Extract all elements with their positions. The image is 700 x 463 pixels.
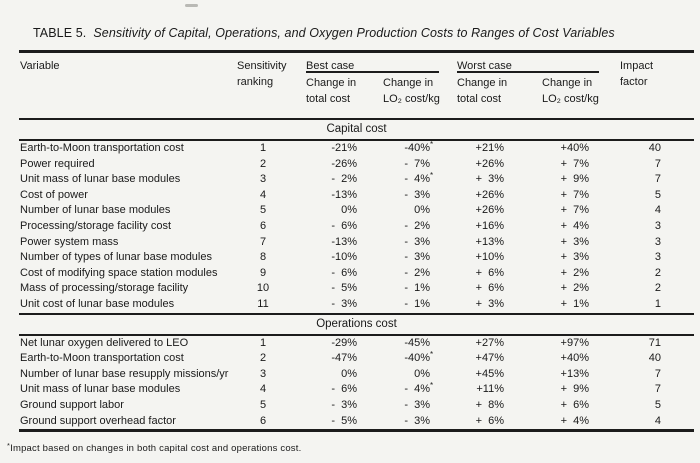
- table-row: [19, 141, 694, 157]
- table-row: [19, 219, 694, 235]
- worst-lo2-cost-cell: +13%: [560, 367, 589, 380]
- best-lo2-cost-cell: -40%*: [404, 350, 434, 365]
- best-lo2-cost-cell: - 1%: [404, 282, 430, 295]
- best-lo2-cost-cell: -40%*: [404, 140, 434, 154]
- col-header-impact-factor: [599, 58, 692, 107]
- worst-total-cost-cell: + 6%: [475, 282, 504, 295]
- worst-lo2-cost-cell: + 2%: [560, 266, 589, 279]
- col-header-impact-line1: Impact: [620, 60, 654, 72]
- sensitivity-ranking-cell: 3: [259, 367, 267, 380]
- table-row: [19, 235, 694, 251]
- worst-lo2-cost-cell: + 7%: [560, 188, 589, 201]
- impact-factor-cell: 2: [654, 282, 661, 295]
- impact-factor-cell: 2: [654, 266, 661, 279]
- worst-total-cost-cell: + 6%: [475, 266, 504, 279]
- footnote-marker: *: [7, 441, 11, 451]
- table-row: [19, 250, 694, 266]
- sensitivity-ranking-cell: 5: [259, 398, 267, 411]
- variable-cell: Unit cost of lunar base modules: [20, 297, 175, 310]
- sensitivity-ranking-cell: 7: [259, 235, 267, 248]
- sensitivity-ranking-cell: 6: [259, 414, 267, 427]
- worst-total-cost-cell: + 6%: [475, 414, 504, 427]
- sensitivity-ranking-cell: 2: [259, 157, 267, 170]
- table-row: [19, 172, 694, 188]
- sensitivity-ranking-cell: 2: [259, 352, 267, 365]
- worst-lo2-cost-cell: + 4%: [560, 414, 589, 427]
- worst-total-cost-cell: +16%: [475, 219, 504, 232]
- impact-factor-cell: 3: [654, 251, 661, 264]
- table-row: [19, 281, 694, 297]
- worst-lo2-cost-cell: +97%: [560, 336, 589, 349]
- worst-lo2-cost-cell: + 9%: [560, 173, 589, 186]
- col-header-variable: Variable: [20, 60, 60, 72]
- best-lo2-cost-cell: - 7%: [404, 157, 430, 170]
- variable-cell: Power system mass: [20, 235, 119, 248]
- capital-cost-rows: [19, 141, 694, 313]
- impact-factor-cell: 4: [654, 204, 661, 217]
- variable-cell: Number of types of lunar base modules: [20, 251, 212, 264]
- worst-lo2-cost-cell: + 7%: [560, 157, 589, 170]
- worst-total-cost-cell: +27%: [475, 336, 504, 349]
- best-total-cost-cell: -29%: [331, 336, 357, 349]
- best-lo2-cost-cell: - 2%: [404, 219, 430, 232]
- worst-lo2-cost-cell: + 6%: [560, 398, 589, 411]
- best-total-cost-cell: - 5%: [331, 414, 357, 427]
- best-total-cost-cell: 0%: [341, 367, 357, 380]
- table-row: [19, 382, 694, 398]
- col-header-sensitivity-line1: Sensitivity: [237, 60, 287, 72]
- table-footnote: [7, 441, 700, 454]
- best-lo2-cost-cell: -45%: [404, 336, 430, 349]
- col-header-best-change-total-cost: Change in total cost: [306, 77, 357, 105]
- best-lo2-cost-cell: - 2%: [404, 266, 430, 279]
- table-row: [19, 414, 694, 430]
- best-total-cost-cell: - 2%: [331, 173, 357, 186]
- variable-cell: Cost of modifying space station modules: [20, 266, 218, 279]
- worst-total-cost-cell: +13%: [475, 235, 504, 248]
- impact-factor-cell: 3: [654, 235, 661, 248]
- table-row: [19, 297, 694, 313]
- sensitivity-table: [19, 50, 694, 432]
- worst-lo2-cost-cell: +40%: [560, 142, 589, 154]
- best-total-cost-cell: -13%: [331, 188, 357, 201]
- best-lo2-cost-cell: - 3%: [404, 398, 430, 411]
- best-total-cost-cell: - 5%: [331, 282, 357, 295]
- variable-cell: Number of lunar base resupply missions/yr: [20, 367, 229, 380]
- best-lo2-cost-cell: - 3%: [404, 188, 430, 201]
- best-total-cost-cell: - 6%: [331, 266, 357, 279]
- worst-total-cost-cell: +10%: [475, 251, 504, 264]
- best-total-cost-cell: - 3%: [331, 297, 357, 310]
- best-lo2-cost-cell: - 4%*: [404, 381, 434, 396]
- best-total-cost-cell: -26%: [331, 157, 357, 170]
- worst-total-cost-cell: +21%: [475, 142, 504, 154]
- worst-lo2-cost-cell: + 4%: [560, 219, 589, 232]
- section-header-capital-cost: Capital cost: [326, 123, 387, 135]
- worst-lo2-cost-cell: + 2%: [560, 282, 589, 295]
- best-lo2-cost-cell: 0%: [414, 367, 430, 380]
- table-row: [19, 203, 694, 219]
- col-header-sensitivity-ranking: [237, 58, 289, 107]
- variable-cell: Unit mass of lunar base modules: [20, 173, 181, 186]
- sensitivity-ranking-cell: 1: [259, 142, 267, 154]
- impact-factor-cell: 71: [648, 336, 661, 349]
- variable-cell: Mass of processing/storage facility: [20, 282, 189, 295]
- variable-cell: Power required: [20, 157, 95, 170]
- scan-artifact: [185, 4, 198, 7]
- impact-factor-cell: 5: [654, 398, 661, 411]
- table-row: [19, 351, 694, 367]
- impact-factor-cell: 7: [654, 367, 661, 380]
- worst-lo2-cost-cell: +40%: [560, 352, 589, 365]
- variable-cell: Unit mass of lunar base modules: [20, 383, 181, 396]
- col-header-worst-change-lo2-cost: Change in LO₂ cost/kg: [542, 77, 599, 105]
- worst-total-cost-cell: + 3%: [475, 297, 504, 310]
- sensitivity-ranking-cell: 4: [259, 383, 267, 396]
- sensitivity-ranking-cell: 4: [259, 188, 267, 201]
- worst-total-cost-cell: + 8%: [475, 398, 504, 411]
- worst-lo2-cost-cell: + 3%: [560, 235, 589, 248]
- col-header-sensitivity-line2: ranking: [237, 76, 274, 88]
- footnote-text: Impact based on changes in both capital cost and operations cost.: [10, 443, 302, 455]
- best-lo2-cost-cell: 0%: [414, 204, 430, 217]
- worst-lo2-cost-cell: + 7%: [560, 204, 589, 217]
- best-total-cost-cell: 0%: [341, 204, 357, 217]
- col-group-worst-case: Worst case: [457, 58, 599, 73]
- best-total-cost-cell: -21%: [331, 142, 357, 154]
- worst-total-cost-cell: + 3%: [475, 173, 504, 186]
- variable-cell: Ground support overhead factor: [20, 414, 176, 427]
- best-lo2-cost-cell: - 3%: [404, 251, 430, 264]
- variable-cell: Earth-to-Moon transportation cost: [20, 352, 184, 365]
- operations-cost-rows: [19, 336, 694, 430]
- impact-factor-cell: 3: [654, 219, 661, 232]
- worst-total-cost-cell: +45%: [475, 367, 504, 380]
- table-row: [19, 266, 694, 282]
- impact-factor-cell: 40: [648, 142, 661, 154]
- best-lo2-cost-cell: - 1%: [404, 297, 430, 310]
- sensitivity-ranking-cell: 11: [257, 297, 269, 310]
- table-header-row: [19, 53, 694, 118]
- sensitivity-ranking-cell: 9: [259, 266, 267, 279]
- table-row: [19, 398, 694, 414]
- table-caption: Sensitivity of Capital, Operations, and Oxygen Production Costs to Ranges of Cost Variables: [93, 26, 615, 40]
- sensitivity-ranking-cell: 3: [259, 173, 267, 186]
- sensitivity-ranking-cell: 1: [259, 336, 267, 349]
- best-total-cost-cell: -13%: [331, 235, 357, 248]
- best-total-cost-cell: - 3%: [331, 398, 357, 411]
- variable-cell: Ground support labor: [20, 398, 124, 411]
- worst-total-cost-cell: +26%: [475, 188, 504, 201]
- best-lo2-cost-cell: - 3%: [404, 414, 430, 427]
- worst-lo2-cost-cell: + 3%: [560, 251, 589, 264]
- best-total-cost-cell: - 6%: [331, 383, 357, 396]
- best-lo2-cost-cell: - 3%: [404, 235, 430, 248]
- best-total-cost-cell: -47%: [331, 352, 357, 365]
- worst-total-cost-cell: +11%: [476, 383, 504, 396]
- table-row: [19, 367, 694, 383]
- worst-lo2-cost-cell: + 9%: [560, 383, 589, 396]
- impact-factor-cell: 7: [654, 157, 661, 170]
- table-row: [19, 336, 694, 352]
- table-number: TABLE 5.: [33, 26, 87, 40]
- worst-total-cost-cell: +26%: [475, 204, 504, 217]
- best-total-cost-cell: - 6%: [331, 219, 357, 232]
- impact-factor-cell: 40: [648, 352, 661, 365]
- sensitivity-ranking-cell: 8: [259, 251, 267, 264]
- impact-factor-cell: 7: [654, 173, 661, 186]
- col-header-worst-change-total-cost: Change in total cost: [457, 77, 508, 105]
- worst-lo2-cost-cell: + 1%: [560, 297, 589, 310]
- impact-factor-cell: 1: [654, 297, 661, 310]
- col-header-best-change-lo2-cost: Change in LO₂ cost/kg: [383, 77, 440, 105]
- sensitivity-ranking-cell: 5: [259, 204, 267, 217]
- impact-factor-cell: 4: [654, 414, 661, 427]
- table-bottom-rule: [19, 429, 694, 432]
- variable-cell: Cost of power: [20, 188, 88, 201]
- col-header-impact-line2: factor: [620, 76, 648, 88]
- impact-factor-cell: 5: [654, 188, 661, 201]
- worst-total-cost-cell: +26%: [475, 157, 504, 170]
- col-group-best-case: Best case: [306, 58, 439, 73]
- table-row: [19, 157, 694, 173]
- best-total-cost-cell: -10%: [331, 251, 357, 264]
- sensitivity-ranking-cell: 6: [259, 219, 267, 232]
- table-row: [19, 188, 694, 204]
- variable-cell: Net lunar oxygen delivered to LEO: [20, 336, 189, 349]
- section-header-operations-cost: Operations cost: [316, 317, 397, 330]
- variable-cell: Earth-to-Moon transportation cost: [20, 142, 184, 154]
- worst-total-cost-cell: +47%: [475, 352, 504, 365]
- table-title: [0, 0, 700, 40]
- impact-factor-cell: 7: [654, 383, 661, 396]
- sensitivity-ranking-cell: 10: [256, 282, 270, 295]
- variable-cell: Processing/storage facility cost: [20, 219, 172, 232]
- best-lo2-cost-cell: - 4%*: [404, 171, 434, 186]
- variable-cell: Number of lunar base modules: [20, 204, 171, 217]
